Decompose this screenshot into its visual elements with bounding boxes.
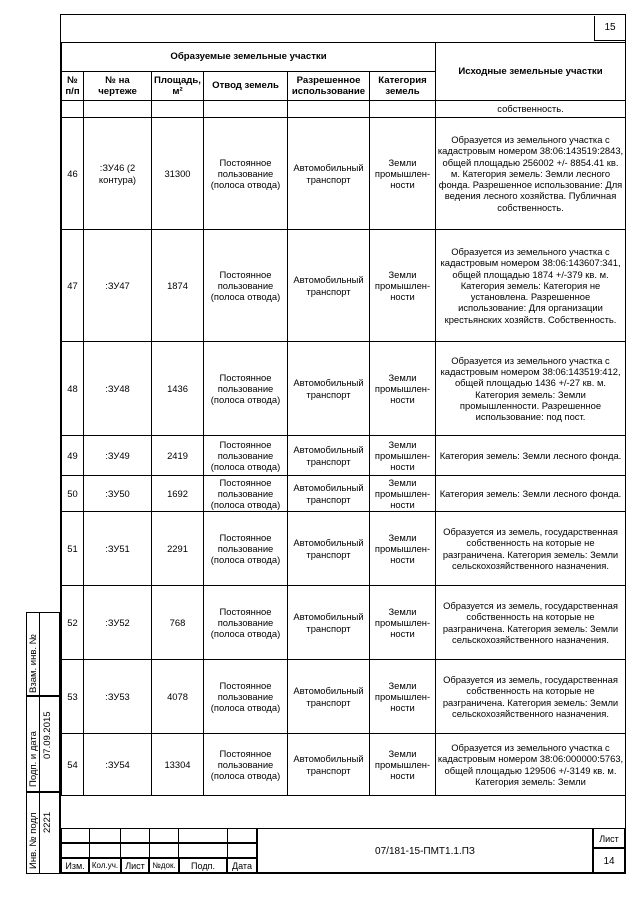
col-use: Разрешенное использование xyxy=(288,72,370,101)
continuation-cell: собственность. xyxy=(436,101,626,118)
row-use: Автомобильный транспорт xyxy=(288,342,370,436)
row-category: Земли промышлен-ности xyxy=(370,230,436,342)
table-row xyxy=(62,512,626,586)
table-row xyxy=(62,734,626,796)
row-area: 2419 xyxy=(152,436,204,476)
row-num: 47 xyxy=(62,230,84,342)
col-podp: Подп. xyxy=(179,858,227,873)
inv-orig-value: 2221 xyxy=(42,811,53,833)
col-izm: Изм. xyxy=(61,858,89,873)
row-area: 1436 xyxy=(152,342,204,436)
side-stamp-inv xyxy=(26,792,60,874)
row-area: 4078 xyxy=(152,660,204,734)
row-use: Автомобильный транспорт xyxy=(288,734,370,796)
header-source-plots: Исходные земельные участки xyxy=(436,43,626,101)
row-source: Образуется из земель, государственная собственность на которые не разграничена. Категория земель: Земли сельскохозяйственного назначения. xyxy=(436,512,626,586)
table-row xyxy=(62,230,626,342)
row-use: Автомобильный транспорт xyxy=(288,512,370,586)
row-use: Автомобильный транспорт xyxy=(288,476,370,512)
row-allot: Постоянное пользование (полоса отвода) xyxy=(204,230,288,342)
row-allot: Постоянное пользование (полоса отвода) xyxy=(204,512,288,586)
row-category: Земли промышлен-ности xyxy=(370,512,436,586)
row-source: Образуется из земельного участка с кадастровым номером 38:06:143607:341, общей площадью 1874 +/-379 кв. м. Категория земель: Категория не установлена. Разрешенное использование: Для организации крестьянских хозяйств. Собственность. xyxy=(436,230,626,342)
row-num: 54 xyxy=(62,734,84,796)
row-use: Автомобильный транспорт xyxy=(288,118,370,230)
row-drawing: :ЗУ51 xyxy=(84,512,152,586)
side-stamp-sign-date xyxy=(26,696,60,792)
row-drawing: :ЗУ46 (2 контура) xyxy=(84,118,152,230)
row-category: Земли промышлен-ности xyxy=(370,734,436,796)
doc-code: 07/181-15-ПМТ1.1.ПЗ xyxy=(257,828,593,873)
row-area: 13304 xyxy=(152,734,204,796)
row-num: 46 xyxy=(62,118,84,230)
row-source: Образуется из земельного участка с кадастровым номером 38:06:000000:5763, общей площадью 129506 +/-3149 кв. м. Категория земель: Земли xyxy=(436,734,626,796)
col-allot: Отвод земель xyxy=(204,72,288,101)
row-category: Земли промышлен-ности xyxy=(370,436,436,476)
row-source: Категория земель: Земли лесного фонда. xyxy=(436,476,626,512)
row-num: 52 xyxy=(62,586,84,660)
table-row xyxy=(62,660,626,734)
title-block xyxy=(61,828,625,873)
row-use: Автомобильный транспорт xyxy=(288,660,370,734)
row-num: 49 xyxy=(62,436,84,476)
row-drawing: :ЗУ54 xyxy=(84,734,152,796)
col-kolich: Кол.уч. xyxy=(89,858,121,873)
row-area: 31300 xyxy=(152,118,204,230)
row-source: Образуется из земельного участка с кадастровым номером 38:06:143519:2843, общей площадью 256002 +/- 8854.41 кв. м. Категория земель: Земли лесного фонда. Разрешенное использование: Для ведения лесного хозяйства. Публичная собственность. xyxy=(436,118,626,230)
table-row xyxy=(62,586,626,660)
row-use: Автомобильный транспорт xyxy=(288,230,370,342)
table-row xyxy=(62,476,626,512)
col-num: № п/п xyxy=(62,72,84,101)
row-use: Автомобильный транспорт xyxy=(288,586,370,660)
row-allot: Постоянное пользование (полоса отвода) xyxy=(204,586,288,660)
row-num: 53 xyxy=(62,660,84,734)
row-category: Земли промышлен-ности xyxy=(370,118,436,230)
sign-date-value: 07.09.2015 xyxy=(42,711,53,759)
sheet-number: 14 xyxy=(593,848,625,873)
row-drawing: :ЗУ47 xyxy=(84,230,152,342)
col-drawing: № на чертеже xyxy=(84,72,152,101)
row-category: Земли промышлен-ности xyxy=(370,342,436,436)
row-drawing: :ЗУ53 xyxy=(84,660,152,734)
row-source: Образуется из земель, государственная собственность на которые не разграничена. Категория земель: Земли сельскохозяйственного назначения. xyxy=(436,660,626,734)
col-data: Дата xyxy=(227,858,257,873)
table-row xyxy=(62,342,626,436)
row-source: Категория земель: Земли лесного фонда. xyxy=(436,436,626,476)
land-plots-table xyxy=(61,42,626,834)
col-category: Категория земель xyxy=(370,72,436,101)
row-area: 1874 xyxy=(152,230,204,342)
row-num: 48 xyxy=(62,342,84,436)
row-area: 1692 xyxy=(152,476,204,512)
row-allot: Постоянное пользование (полоса отвода) xyxy=(204,342,288,436)
row-drawing: :ЗУ48 xyxy=(84,342,152,436)
row-allot: Постоянное пользование (полоса отвода) xyxy=(204,660,288,734)
row-allot: Постоянное пользование (полоса отвода) xyxy=(204,118,288,230)
page-number: 15 xyxy=(594,16,625,41)
row-num: 50 xyxy=(62,476,84,512)
sign-date-label: Подп. и дата xyxy=(28,731,39,787)
sheet-label: Лист xyxy=(593,828,625,848)
row-source: Образуется из земель, государственная собственность на которые не разграничена. Категория земель: Земли сельскохозяйственного назначения. xyxy=(436,586,626,660)
row-allot: Постоянное пользование (полоса отвода) xyxy=(204,436,288,476)
header-formed-plots: Образуемые земельные участки xyxy=(62,43,436,72)
row-area: 768 xyxy=(152,586,204,660)
row-allot: Постоянное пользование (полоса отвода) xyxy=(204,734,288,796)
row-drawing: :ЗУ50 xyxy=(84,476,152,512)
row-source: Образуется из земельного участка с кадастровым номером 38:06:143519:412, общей площадью 1436 +/-27 кв. м. Категория земель: Земли промышленности. Разрешенное использование: под пост. xyxy=(436,342,626,436)
col-area: Площадь, м² xyxy=(152,72,204,101)
row-area: 2291 xyxy=(152,512,204,586)
inv-orig-label: Инв. № подл xyxy=(28,812,39,869)
row-category: Земли промышлен-ности xyxy=(370,586,436,660)
table-row xyxy=(62,118,626,230)
col-list: Лист xyxy=(121,858,149,873)
row-drawing: :ЗУ52 xyxy=(84,586,152,660)
vzam-label: Взам. инв. № xyxy=(28,634,39,693)
row-drawing: :ЗУ49 xyxy=(84,436,152,476)
col-ndok: №док. xyxy=(149,858,179,873)
row-allot: Постоянное пользование (полоса отвода) xyxy=(204,476,288,512)
table-row xyxy=(62,436,626,476)
row-num: 51 xyxy=(62,512,84,586)
row-use: Автомобильный транспорт xyxy=(288,436,370,476)
row-category: Земли промышлен-ности xyxy=(370,476,436,512)
row-category: Земли промышлен-ности xyxy=(370,660,436,734)
side-stamp-vzam xyxy=(26,612,60,696)
